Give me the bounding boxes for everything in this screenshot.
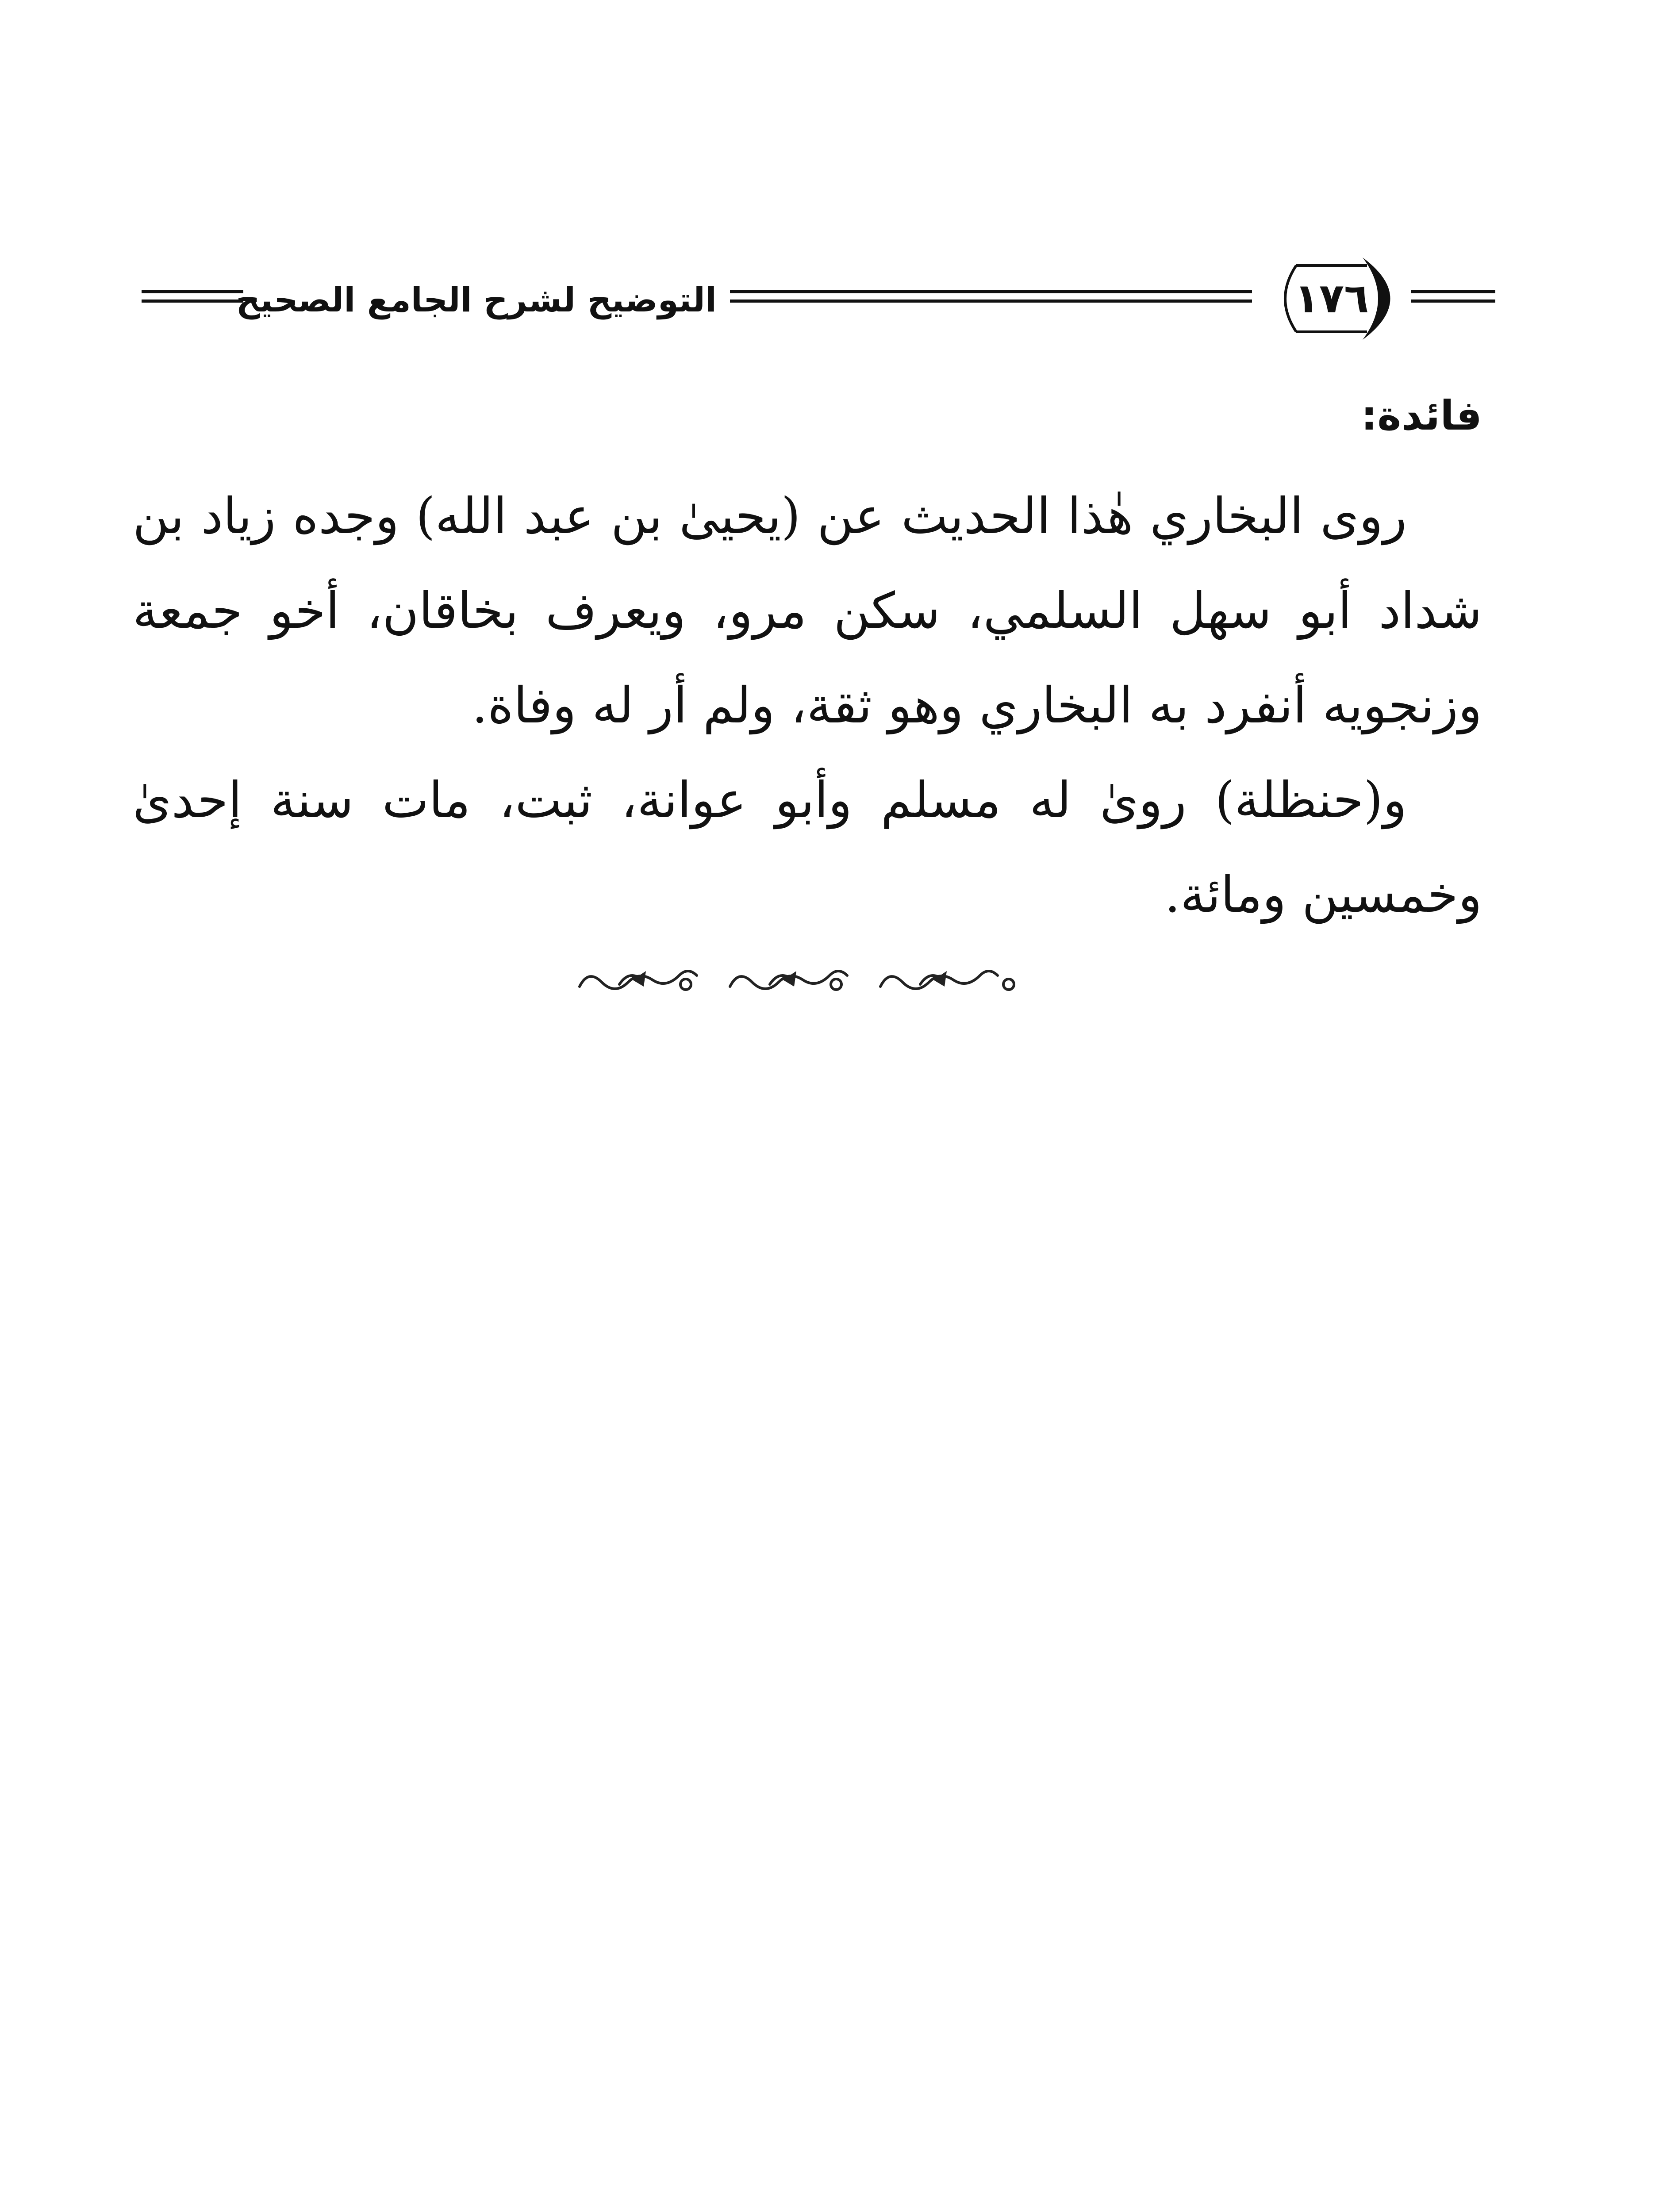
running-header [142,252,1495,358]
page-number: ١٧٦ [1294,275,1369,322]
header-rule-left [142,290,243,303]
floral-divider-icon [571,960,1022,1009]
page-body [133,380,1482,942]
paragraph-1: روى البخاري هٰذا الحديث عن (يحيىٰ بن عبد الله) وجده زياد بن شداد أبو سهل السلمي، سكن مرو، ويعرف بخاقان، أخو جمعة وزنجويه أنفرد به البخاري وهو ثقة، ولم أر له وفاة. [133,488,1482,734]
section-heading: فائدة: [1361,392,1482,439]
header-rule-middle [730,290,1252,303]
page-number-badge [1265,252,1411,345]
paragraph-2: و(حنظلة) روىٰ له مسلم وأبو عوانة، ثبت، مات سنة إحدىٰ وخمسين ومائة. [133,772,1482,924]
header-rule-right [1411,290,1495,303]
running-title: التوضيح لشرح الجامع الصحيح [236,280,717,319]
